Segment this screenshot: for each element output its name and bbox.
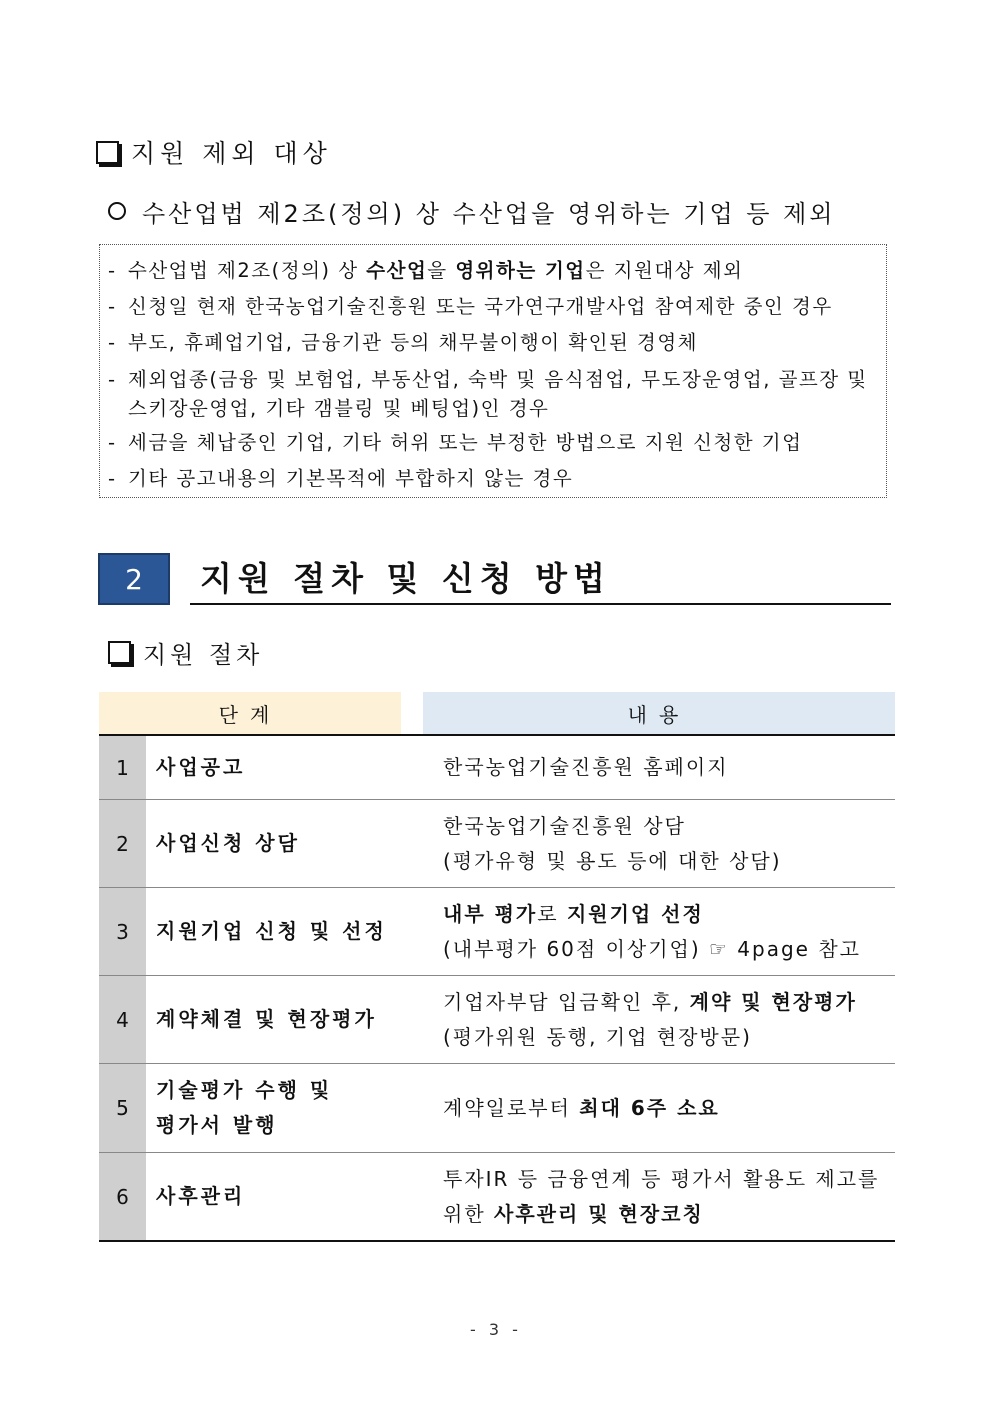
table-row <box>99 1153 895 1240</box>
circle-bullet-icon <box>108 202 126 220</box>
table-bottom-rule <box>99 1240 895 1242</box>
table-row <box>99 888 895 975</box>
dash: - <box>108 295 117 318</box>
step-name <box>156 888 387 975</box>
step-content <box>443 1153 895 1240</box>
step-content-line: 한국농업기술진흥원 상담 <box>443 813 686 838</box>
exclusion-item-3 <box>108 325 876 361</box>
exclusion-item-1 <box>108 253 876 289</box>
exclusion-item-5 <box>108 425 876 461</box>
dash: - <box>108 431 117 454</box>
step-content-line: (평가유형 및 용도 등에 대한 상담) <box>443 848 782 873</box>
exclusion-box <box>99 244 887 498</box>
step-content <box>443 1064 895 1152</box>
text-part: 위한 <box>443 1201 494 1226</box>
step-content <box>443 800 895 887</box>
step-name <box>156 736 245 799</box>
step-content-line <box>443 985 895 1020</box>
step-name <box>156 1064 332 1152</box>
exclusion-heading-text: 지원 제외 대상 <box>131 139 332 168</box>
step-name <box>156 800 300 887</box>
step-number: 1 <box>99 736 146 799</box>
text-bold: 내부 평가 <box>443 901 538 926</box>
step-number: 2 <box>99 800 146 887</box>
exclusion-lead <box>108 194 835 229</box>
table-row <box>99 736 895 799</box>
text-part: 기업자부담 입금확인 후, <box>443 989 690 1014</box>
step-number: 5 <box>99 1064 146 1152</box>
table-row <box>99 800 895 887</box>
exclusion-item-5-text: 세금을 체납중인 기업, 기타 허위 또는 부정한 방법으로 지원 신청한 기업 <box>128 431 803 454</box>
table-header-step: 단계 <box>99 692 401 734</box>
step-name-text: 사업신청 상담 <box>156 831 300 855</box>
text-bold: 계약 및 현장평가 <box>689 989 857 1014</box>
step-number: 6 <box>99 1153 146 1240</box>
step-name-text: 기술평가 수행 및 <box>156 1078 333 1102</box>
step-number: 3 <box>99 888 146 975</box>
exclusion-item-4 <box>108 361 876 425</box>
exclusion-item-6-text: 기타 공고내용의 기본목적에 부합하지 않는 경우 <box>128 467 574 490</box>
table-row <box>99 976 895 1063</box>
checkbox-square-icon <box>96 141 119 164</box>
dash: - <box>108 259 117 282</box>
step-content-line <box>443 1091 895 1126</box>
procedure-heading <box>108 635 263 670</box>
step-content-line <box>443 1197 895 1232</box>
procedure-heading-text: 지원 절차 <box>143 641 264 669</box>
step-content-line: 한국농업기술진흥원 홈페이지 <box>443 755 729 779</box>
exclusion-lead-text: 수산업법 제2조(정의) 상 수산업을 영위하는 기업 등 제외 <box>142 200 836 228</box>
step-content-line: 투자IR 등 금융연계 등 평가서 활용도 제고를 <box>443 1166 880 1191</box>
step-content <box>443 888 895 975</box>
text-bold: 수산업 <box>366 259 428 282</box>
step-content <box>443 736 895 799</box>
step-content-line: (내부평가 60점 이상기업) ☞ 4page 참고 <box>443 936 861 961</box>
step-number: 4 <box>99 976 146 1063</box>
section-number-badge: 2 <box>98 553 170 605</box>
page-number: - 3 - <box>470 1320 522 1339</box>
step-name-text: 지원기업 신청 및 선정 <box>156 919 387 943</box>
checkbox-square-icon <box>108 641 131 664</box>
exclusion-item-4-text: 제외업종(금융 및 보험업, 부동산업, 숙박 및 음식점업, 무도장운영업, 골프장 및 스키장운영업, 기타 갬블링 및 베팅업)인 경우 <box>128 368 868 420</box>
dash: - <box>108 467 117 490</box>
text-bold: 영위하는 기업 <box>455 259 586 282</box>
step-name <box>156 1153 245 1240</box>
exclusion-item-6 <box>108 461 876 497</box>
exclusion-item-1-text <box>128 253 743 289</box>
dash: - <box>108 368 117 391</box>
text-part: 은 지원대상 제외 <box>585 259 744 282</box>
dash: - <box>108 331 117 354</box>
text-bold: 최대 6주 소요 <box>579 1095 720 1120</box>
text-part: 계약일로부터 <box>443 1095 580 1120</box>
exclusion-item-2 <box>108 289 876 325</box>
step-name-text: 사후관리 <box>156 1184 246 1208</box>
text-part: 수산업법 제2조(정의) 상 <box>128 259 367 282</box>
step-name-text: 사업공고 <box>156 755 246 779</box>
step-content-line: (평가위원 동행, 기업 현장방문) <box>443 1024 752 1049</box>
step-name <box>156 976 377 1063</box>
step-name-text: 계약체결 및 현장평가 <box>156 1007 377 1031</box>
exclusion-item-3-text: 부도, 휴폐업기업, 금융기관 등의 채무불이행이 확인된 경영체 <box>128 331 699 354</box>
step-content-line <box>443 897 895 932</box>
text-bold: 사후관리 및 현장코칭 <box>494 1201 704 1226</box>
step-content <box>443 976 895 1063</box>
text-bold: 지원기업 선정 <box>566 901 704 926</box>
text-part: 로 <box>537 901 567 926</box>
table-header-content: 내용 <box>423 692 895 734</box>
table-row <box>99 1064 895 1152</box>
exclusion-item-2-text: 신청일 현재 한국농업기술진흥원 또는 국가연구개발사업 참여제한 중인 경우 <box>128 295 833 318</box>
section-title-underline <box>190 603 891 605</box>
step-name-text: 평가서 발행 <box>156 1113 278 1137</box>
exclusion-heading <box>96 134 332 170</box>
section-title: 지원 절차 및 신청 방법 <box>200 559 611 598</box>
text-part: 을 <box>427 259 456 282</box>
